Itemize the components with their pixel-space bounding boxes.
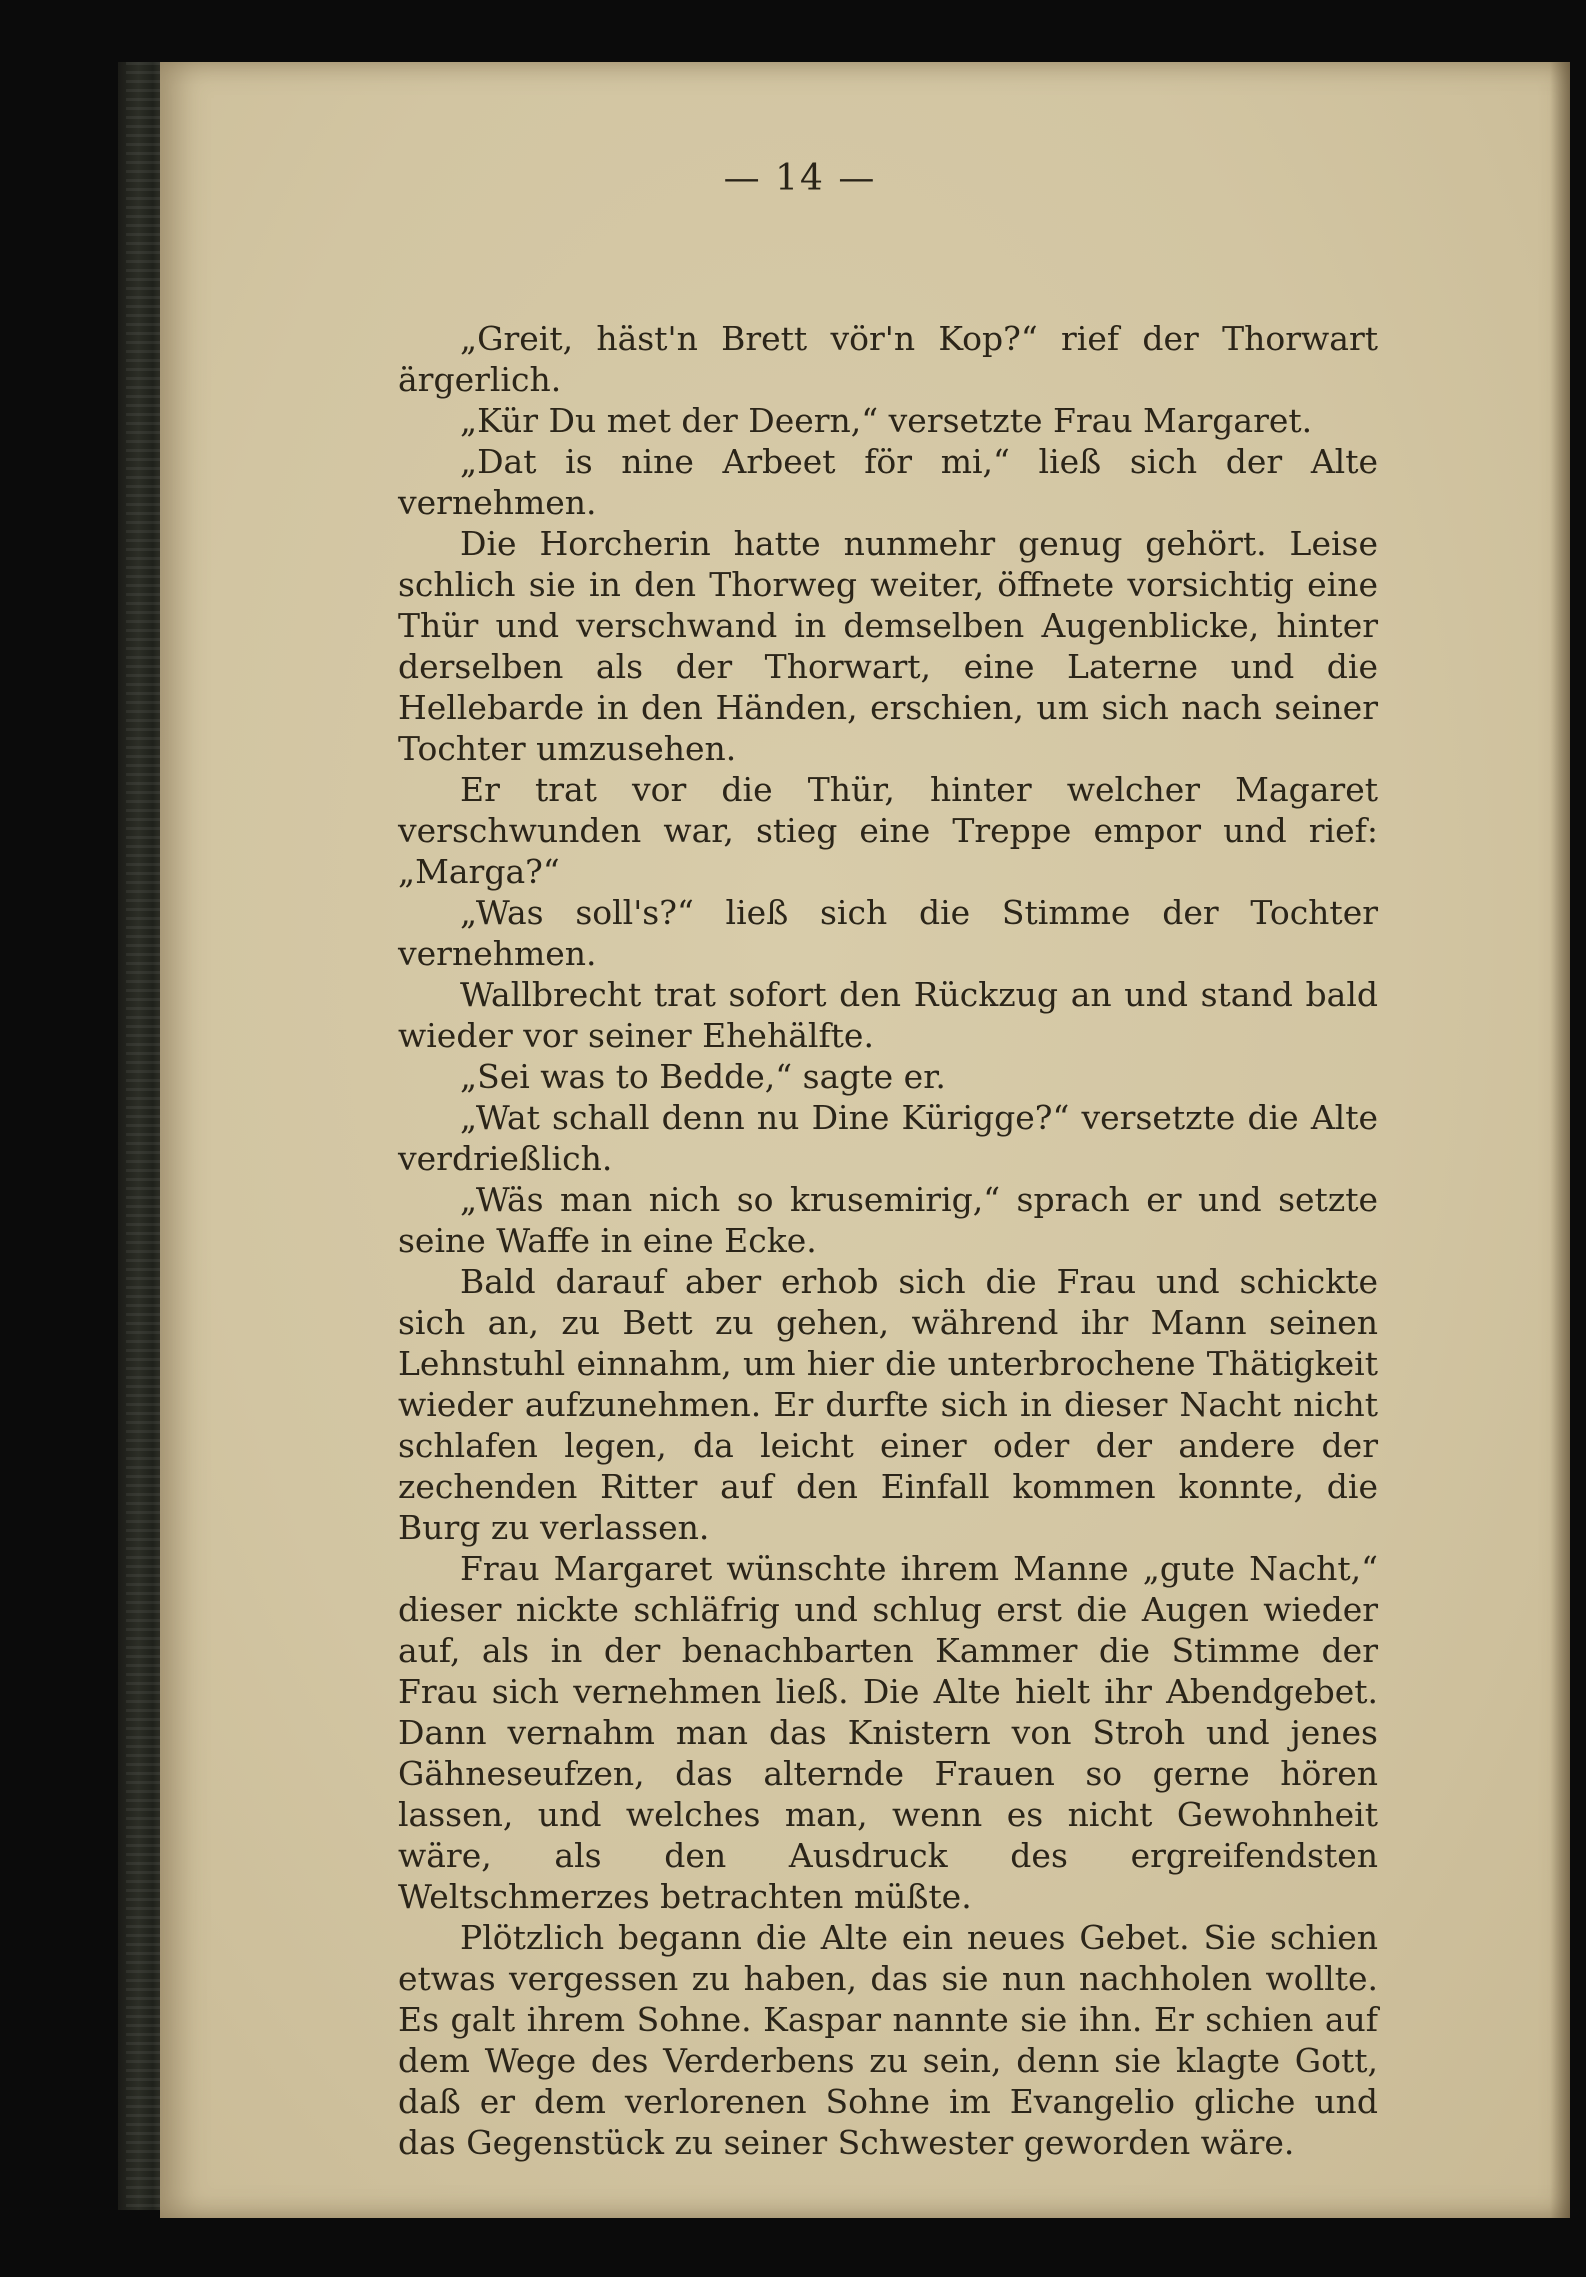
paragraph: „Kür Du met der Deern,“ versetzte Frau Margaret. (460, 401, 1313, 440)
paragraph: Wallbrecht trat sofort den Rückzug an und stand bald wieder vor seiner Ehehälfte. (398, 975, 1378, 1055)
paragraph: Er trat vor die Thür, hinter welcher Magaret verschwunden war, stieg eine Treppe empor und rief: „Marga?“ (398, 770, 1378, 891)
paragraph: „Was soll's?“ ließ sich die Stimme der Tochter vernehmen. (398, 893, 1378, 973)
paragraph: „Sei was to Bedde,“ sagte er. (460, 1057, 946, 1096)
paragraph: „Greit, häst'n Brett vör'n Kop?“ rief der Thorwart ärgerlich. (398, 319, 1378, 399)
paragraph: „Dat is nine Arbeet för mi,“ ließ sich der Alte vernehmen. (398, 442, 1378, 522)
paragraph: „Wäs man nich so krusemirig,“ sprach er und setzte seine Waffe in eine Ecke. (398, 1180, 1378, 1260)
page-number: — 14 — (723, 158, 877, 199)
paragraph: Plötzlich begann die Alte ein neues Gebet. Sie schien etwas vergessen zu haben, das sie nun nachholen wollte. Es galt ihrem Sohne. Kaspar nannte sie ihn. Er schien auf dem Wege des Verderbens zu sein, denn sie klagte Gott, daß er dem verlorenen Sohne im Evangelio gliche und das Gegenstück zu seiner Schwester geworden wäre. (398, 1918, 1378, 2162)
text-block (398, 318, 1378, 2163)
page-edge-shadow (1550, 62, 1570, 2218)
paragraph: Bald darauf aber erhob sich die Frau und schickte sich an, zu Bett zu gehen, während ihr Mann seinen Lehnstuhl einnahm, um hier die unterbrochene Thätigkeit wieder aufzunehmen. Er durfte sich in dieser Nacht nicht schlafen legen, da leicht einer oder der andere der zechenden Ritter auf den Einfall kommen konnte, die Burg zu verlassen. (398, 1262, 1378, 1547)
paragraph: Die Horcherin hatte nunmehr genug gehört. Leise schlich sie in den Thorweg weiter, öffnete vorsichtig eine Thür und verschwand in demselben Augenblicke, hinter derselben als der Thorwart, eine Laterne und die Hellebarde in den Händen, erschien, um sich nach seiner Tochter umzusehen. (398, 524, 1378, 768)
paragraph: „Wat schall denn nu Dine Kürigge?“ versetzte die Alte verdrießlich. (398, 1098, 1378, 1178)
paragraph: Frau Margaret wünschte ihrem Manne „gute Nacht,“ dieser nickte schläfrig und schlug erst die Augen wieder auf, als in der benachbarten Kammer die Stimme der Frau sich vernehmen ließ. Die Alte hielt ihr Abendgebet. Dann vernahm man das Knistern von Stroh und jenes Gähneseufzen, das alternde Frauen so gerne hören lassen, und welches man, wenn es nicht Gewohnheit wäre, als den Ausdruck des ergreifendsten Weltschmerzes betrachten müßte. (398, 1549, 1378, 1916)
